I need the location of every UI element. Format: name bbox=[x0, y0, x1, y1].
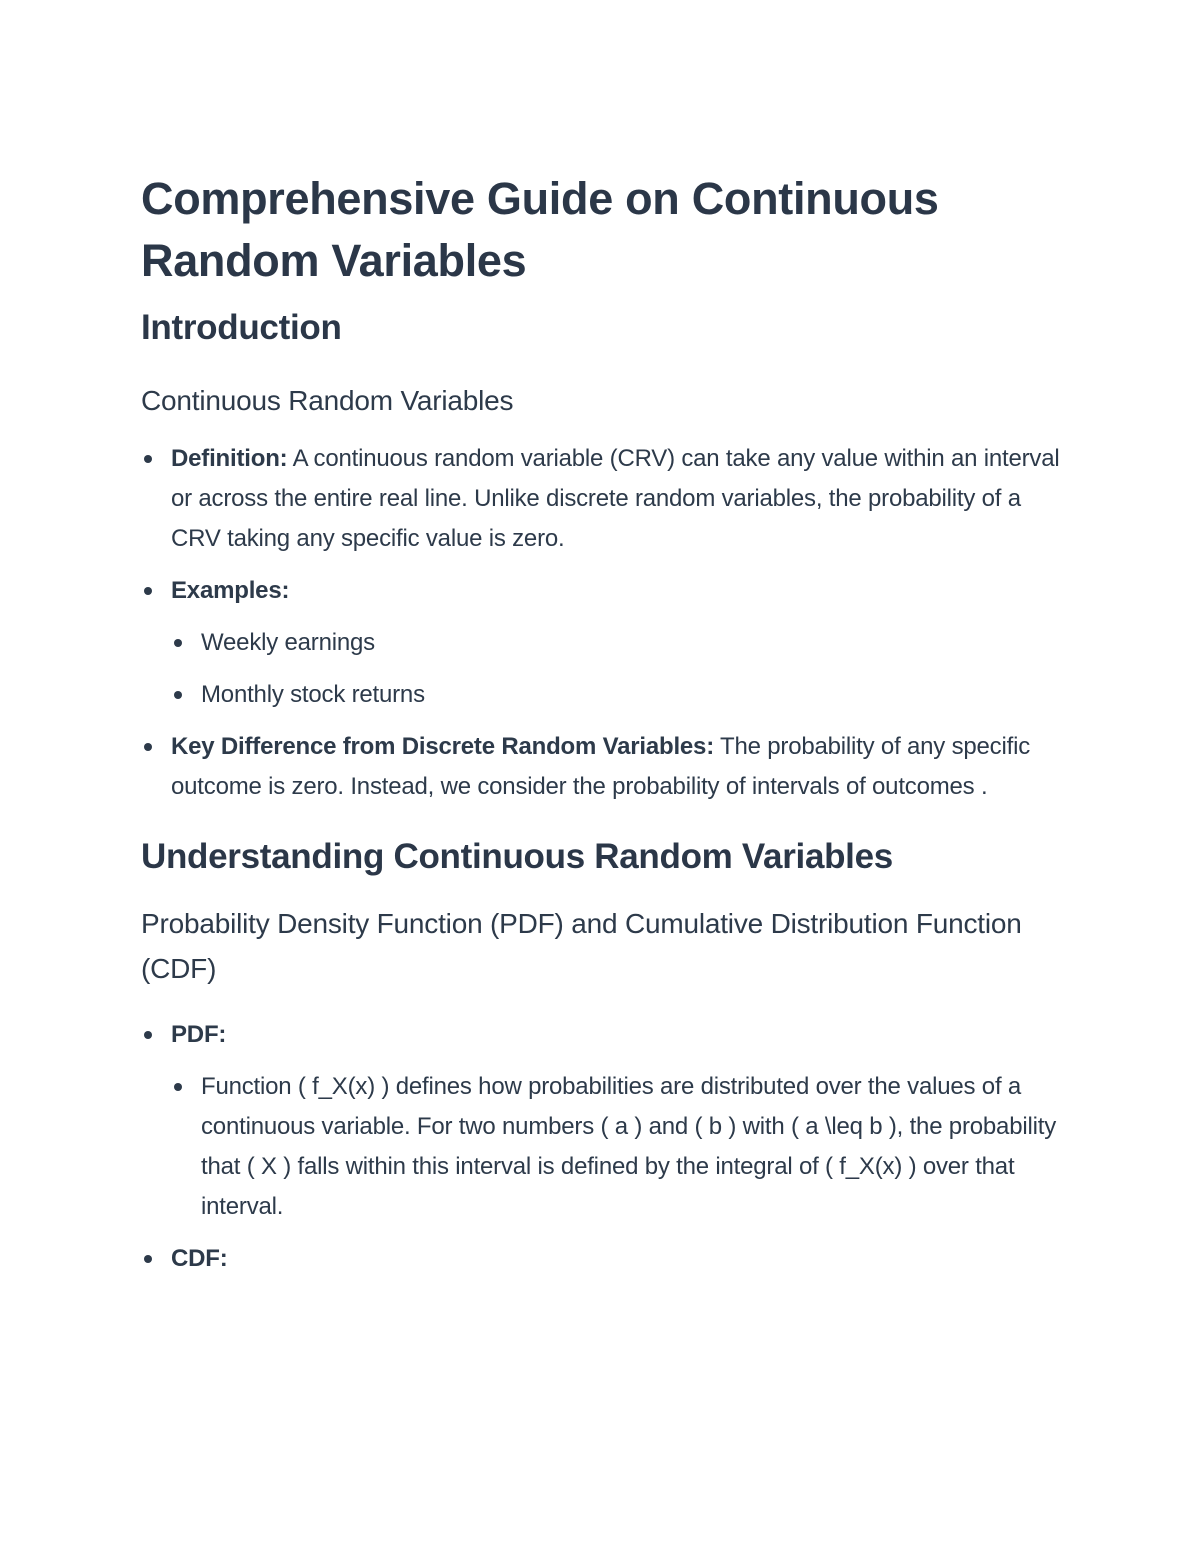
introduction-list bbox=[141, 439, 1071, 807]
subsection-heading-pdf-cdf: Probability Density Function (PDF) and Cumulative Distribution Function (CDF) bbox=[141, 908, 1022, 984]
cdf-label: CDF: bbox=[171, 1245, 228, 1272]
list-item-definition bbox=[141, 439, 1071, 559]
pdf-sublist bbox=[171, 1067, 1071, 1227]
examples-sublist bbox=[171, 623, 1071, 715]
definition-text: A continuous random variable (CRV) can take any value within an interval or across the entire real line. Unlike discrete random variables, the probability of a CRV taking any specific value is zero. bbox=[171, 445, 1060, 552]
list-item-examples bbox=[141, 571, 1071, 715]
list-item-pdf bbox=[141, 1015, 1071, 1227]
section-heading-introduction: Introduction bbox=[141, 308, 342, 347]
examples-label: Examples: bbox=[171, 577, 290, 604]
document-page bbox=[141, 168, 1071, 1279]
key-difference-text: The probability of any specific outcome is zero. Instead, we consider the probability of intervals of outcomes . bbox=[171, 733, 1030, 800]
section-heading-understanding: Understanding Continuous Random Variables bbox=[141, 837, 893, 876]
list-item-key-difference bbox=[141, 727, 1071, 807]
list-item: Monthly stock returns bbox=[171, 675, 1071, 715]
document-title: Comprehensive Guide on Continuous Random Variables bbox=[141, 173, 939, 286]
list-item-cdf bbox=[141, 1239, 1071, 1279]
key-difference-label: Key Difference from Discrete Random Variables: bbox=[171, 733, 714, 760]
understanding-list bbox=[141, 1015, 1071, 1279]
definition-label: Definition: bbox=[171, 445, 288, 472]
list-item: Function ( f_X(x) ) defines how probabilities are distributed over the values of a continuous variable. For two numbers ( a ) and ( b ) with ( a \leq b ), the probability that ( X ) falls within this interval is defined by the integral of ( f_X(x) ) over that interval. bbox=[171, 1067, 1071, 1227]
list-item: Weekly earnings bbox=[171, 623, 1071, 663]
subsection-heading-continuous-random-variables: Continuous Random Variables bbox=[141, 385, 514, 416]
pdf-label: PDF: bbox=[171, 1021, 227, 1048]
